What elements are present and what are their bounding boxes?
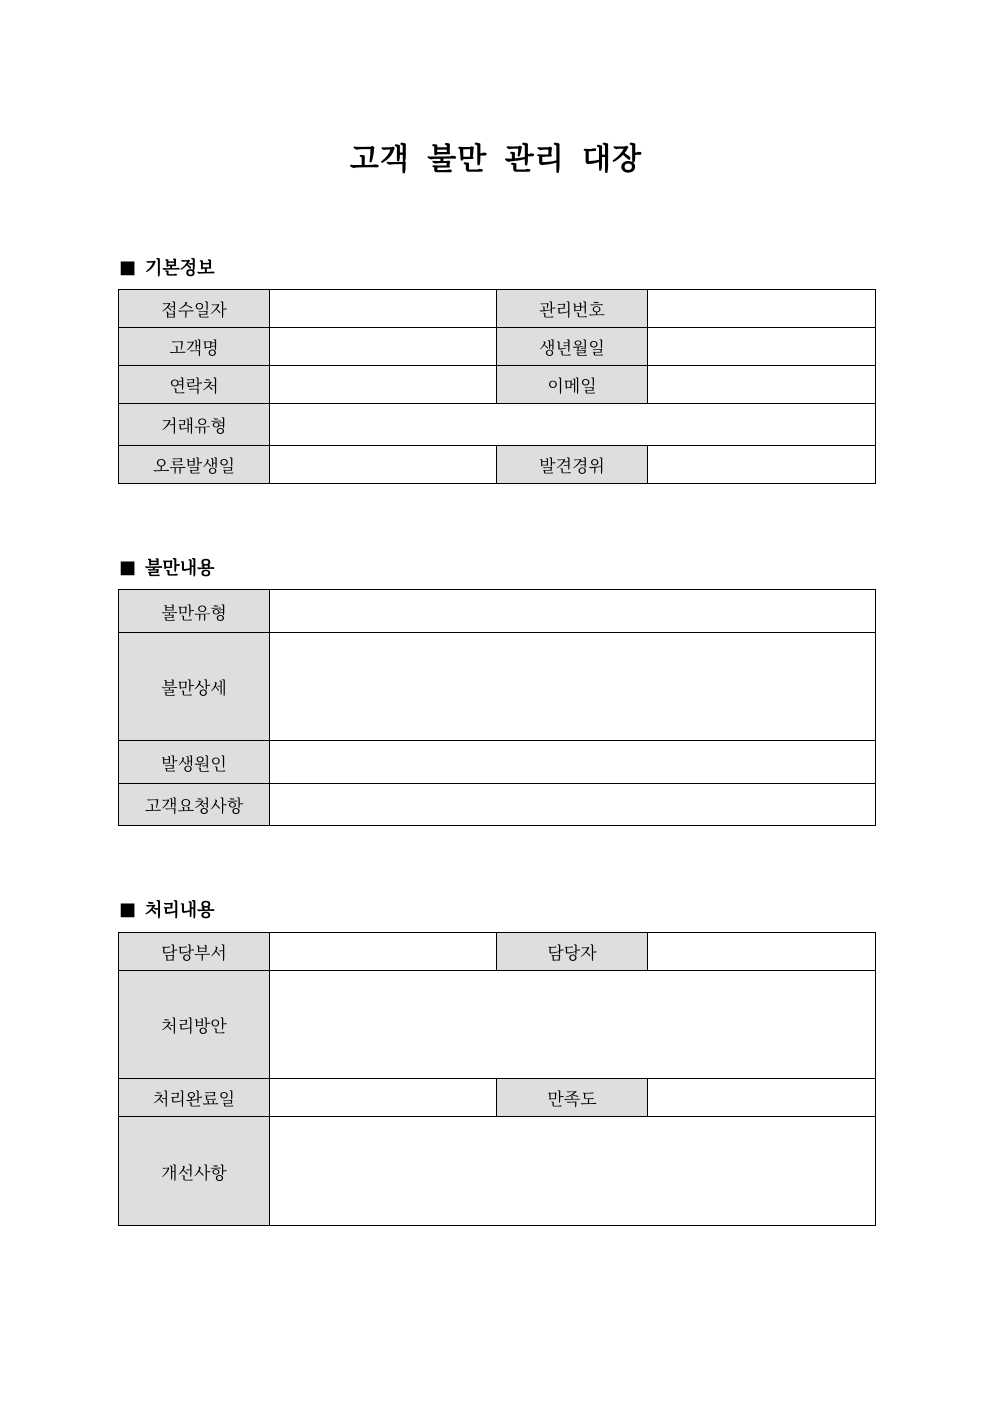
email-label: 이메일 <box>497 366 648 404</box>
management-no-label: 관리번호 <box>497 290 648 328</box>
complaint-detail-field[interactable] <box>270 633 876 741</box>
receipt-date-field[interactable] <box>270 290 497 328</box>
table-row <box>119 404 876 446</box>
complaint-type-field[interactable] <box>270 590 876 633</box>
square-bullet-icon: ■ <box>119 898 137 920</box>
table-row <box>119 1079 876 1117</box>
customer-name-field[interactable] <box>270 328 497 366</box>
improvement-label: 개선사항 <box>119 1117 270 1226</box>
completion-date-label: 처리완료일 <box>119 1079 270 1117</box>
table-row <box>119 971 876 1079</box>
section-title-basic: 기본정보 <box>145 258 215 279</box>
birth-date-label: 생년월일 <box>497 328 648 366</box>
error-date-label: 오류발생일 <box>119 446 270 484</box>
section-title-complaint: 불만내용 <box>145 558 215 579</box>
cause-field[interactable] <box>270 741 876 784</box>
satisfaction-label: 만족도 <box>497 1079 648 1117</box>
table-row <box>119 446 876 484</box>
basic-info-table <box>118 289 876 484</box>
manager-field[interactable] <box>648 933 876 971</box>
contact-label: 연락처 <box>119 366 270 404</box>
email-field[interactable] <box>648 366 876 404</box>
table-row <box>119 933 876 971</box>
solution-label: 처리방안 <box>119 971 270 1079</box>
complaint-type-label: 불만유형 <box>119 590 270 633</box>
customer-name-label: 고객명 <box>119 328 270 366</box>
cause-label: 발생원인 <box>119 741 270 784</box>
receipt-date-label: 접수일자 <box>119 290 270 328</box>
section-title-handling: 처리내용 <box>145 900 215 921</box>
page-title: 고객 불만 관리 대장 <box>349 142 643 177</box>
section-heading-handling <box>119 896 215 922</box>
solution-field[interactable] <box>270 971 876 1079</box>
department-label: 담당부서 <box>119 933 270 971</box>
manager-label: 담당자 <box>497 933 648 971</box>
handling-table <box>118 932 876 1226</box>
square-bullet-icon: ■ <box>119 256 137 278</box>
transaction-type-label: 거래유형 <box>119 404 270 446</box>
transaction-type-field[interactable] <box>270 404 876 446</box>
section-heading-complaint <box>119 554 215 580</box>
satisfaction-field[interactable] <box>648 1079 876 1117</box>
customer-request-field[interactable] <box>270 784 876 826</box>
discovery-route-field[interactable] <box>648 446 876 484</box>
department-field[interactable] <box>270 933 497 971</box>
table-row <box>119 590 876 633</box>
section-heading-basic <box>119 254 215 280</box>
discovery-route-label: 발견경위 <box>497 446 648 484</box>
table-row <box>119 290 876 328</box>
complaint-detail-label: 불만상세 <box>119 633 270 741</box>
error-date-field[interactable] <box>270 446 497 484</box>
customer-request-label: 고객요청사항 <box>119 784 270 826</box>
complaint-table <box>118 589 876 826</box>
contact-field[interactable] <box>270 366 497 404</box>
improvement-field[interactable] <box>270 1117 876 1226</box>
table-row <box>119 1117 876 1226</box>
birth-date-field[interactable] <box>648 328 876 366</box>
table-row <box>119 741 876 784</box>
completion-date-field[interactable] <box>270 1079 497 1117</box>
table-row <box>119 633 876 741</box>
square-bullet-icon: ■ <box>119 556 137 578</box>
table-row <box>119 328 876 366</box>
table-row <box>119 784 876 826</box>
table-row <box>119 366 876 404</box>
management-no-field[interactable] <box>648 290 876 328</box>
